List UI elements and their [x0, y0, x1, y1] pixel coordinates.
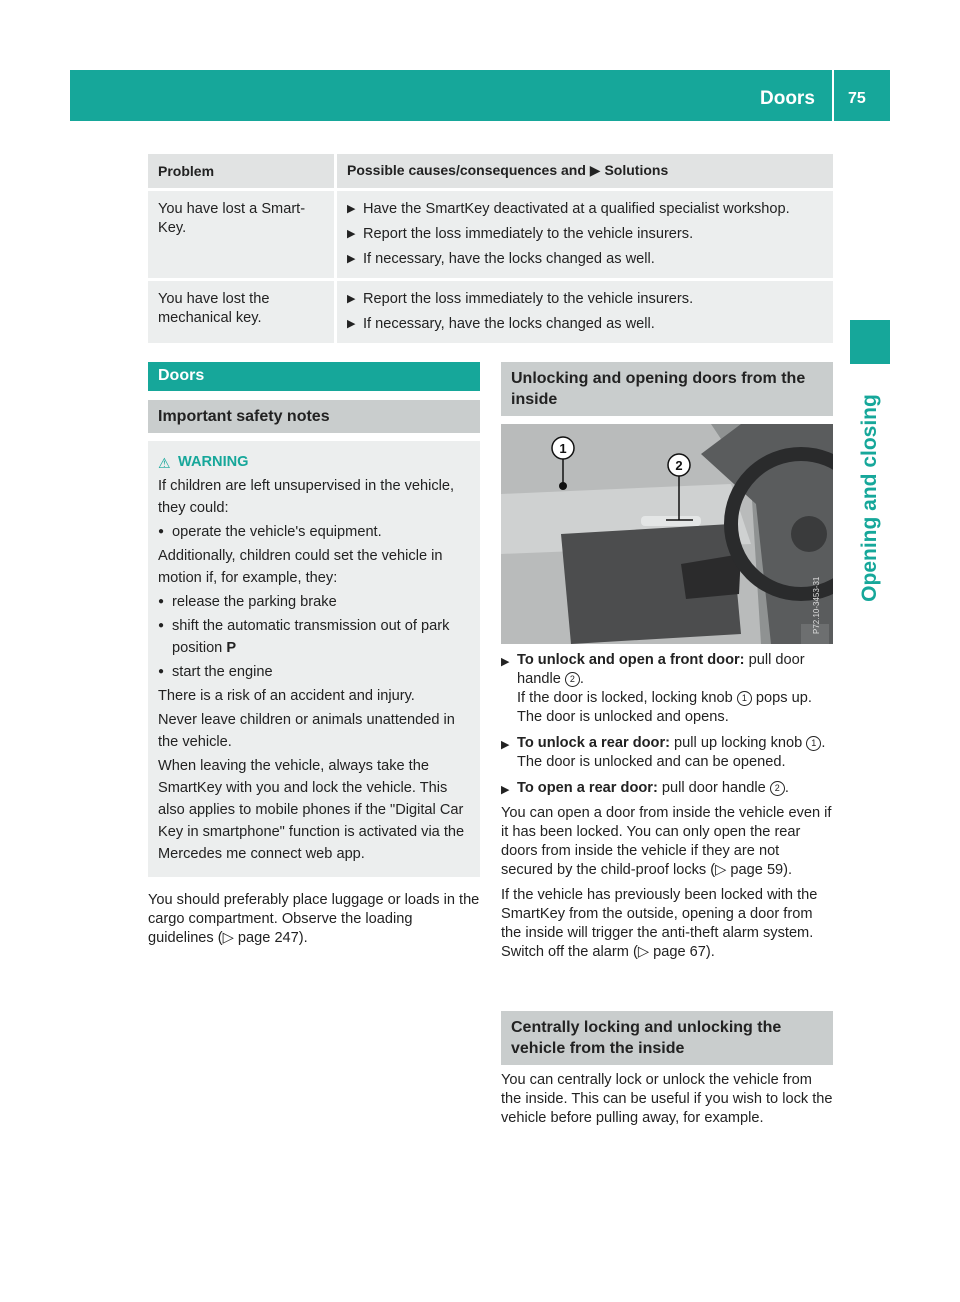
step-title: To unlock a rear door: [517, 735, 670, 751]
luggage-paragraph [148, 891, 480, 948]
right-column [501, 362, 833, 1128]
step-extra: The door is unlocked and opens. [517, 709, 729, 725]
instruction-step [501, 651, 833, 727]
solutions-header-text: Possible causes/consequences and [347, 162, 586, 178]
solution-item [347, 315, 823, 334]
warning-bullet [158, 521, 470, 543]
step-extra: The door is unlocked and can be opened. [517, 754, 786, 770]
bullet-text: start the engine [172, 664, 273, 680]
arrow-icon: ▶ [501, 784, 510, 796]
bullet-icon: ● [158, 620, 165, 631]
arrow-icon: ▶ [347, 318, 356, 330]
left-column [148, 362, 480, 948]
problem-cell: You have lost a Smart-Key. [148, 188, 337, 278]
table-row [148, 278, 833, 343]
warning-when: When leaving the vehicle, always take the SmartKey with you and lock the vehicle. This also applies to mobile phones if the "Digital Car Key in smartphone" function is activated via the Mercedes me connect web app. [158, 758, 465, 862]
solution-text: If necessary, have the locks changed as well. [363, 251, 655, 267]
step-text: pull up locking knob [670, 735, 803, 751]
bullet-text: release the parking brake [172, 594, 337, 610]
solutions-cell [337, 188, 833, 278]
page-reference[interactable]: page 59). [730, 862, 793, 878]
bullet-text: shift the automatic transmission out of park position [172, 618, 450, 656]
page-header-title: Doors [760, 88, 815, 109]
solutions-header-suffix: Solutions [604, 162, 669, 178]
callout-1-label: 1 [559, 441, 567, 456]
section-title-unlocking: Unlocking and opening doors from the inside [501, 362, 833, 416]
callout-2-label: 2 [675, 458, 683, 473]
section-title-doors: Doors [148, 362, 480, 391]
step-title: To unlock and open a front door: [517, 652, 745, 668]
step-title: To open a rear door: [517, 780, 658, 796]
arrow-icon: ▶ [347, 293, 356, 305]
callout-number: 1 [806, 736, 821, 751]
paragraph-text: If the vehicle has previously been locked with the SmartKey from the outside, opening a door from the inside will trigger the anti-theft alarm system. Switch off the alarm ( [501, 887, 818, 960]
page-reference[interactable]: page 67). [653, 944, 715, 960]
arrow-icon: ▶ [501, 739, 510, 751]
callout-number: 1 [737, 691, 752, 706]
solution-text: Report the loss immediately to the vehicle insurers. [363, 226, 694, 242]
instruction-step [501, 779, 833, 798]
luggage-text: You should preferably place luggage or loads in the cargo compartment. Observe the loading guidelines ( [148, 892, 480, 946]
step-text: pull door handle [657, 780, 766, 796]
page-ref-icon: ▷ [637, 944, 654, 960]
callout-number: 2 [565, 672, 580, 687]
warning-label: WARNING [178, 454, 249, 470]
park-position-label: P [226, 640, 237, 656]
alarm-paragraph [501, 886, 833, 962]
solution-item [347, 225, 823, 244]
warning-risk: There is a risk of an accident and injury. [158, 688, 415, 704]
bullet-icon: ● [158, 526, 165, 537]
warning-additional: Additionally, children could set the vehicle in motion if, for example, they: [158, 548, 443, 586]
solutions-column-header [337, 154, 833, 188]
solution-item [347, 290, 823, 309]
problem-column-header: Problem [148, 154, 337, 188]
step-after: . [821, 735, 826, 751]
table-row [148, 188, 833, 278]
warning-heading [158, 451, 470, 473]
solution-item [347, 200, 823, 219]
bullet-icon: ● [158, 666, 165, 677]
door-interior-photo [501, 424, 833, 644]
warning-triangle-icon: ⚠ [158, 455, 171, 471]
solutions-cell [337, 278, 833, 343]
warning-bullet [158, 591, 470, 613]
bullet-text: operate the vehicle's equipment. [172, 524, 382, 540]
bullet-icon: ● [158, 596, 165, 607]
arrow-icon: ▶ [589, 162, 601, 178]
step-after: . [784, 780, 789, 796]
arrow-icon: ▶ [501, 656, 510, 668]
step-extra: pops up. [751, 690, 812, 706]
solution-text: If necessary, have the locks changed as well. [363, 316, 655, 332]
child-lock-paragraph [501, 804, 833, 880]
step-text: pull door handle [517, 652, 805, 687]
arrow-icon: ▶ [347, 228, 356, 240]
table-header-row [148, 154, 833, 188]
section-title-central-locking: Centrally locking and unlocking the vehicle from the inside [501, 1011, 833, 1065]
problem-table [148, 154, 833, 343]
central-locking-paragraph: You can centrally lock or unlock the vehicle from the inside. This can be useful if you wish to lock the vehicle before pulling away, for example. [501, 1072, 833, 1126]
instruction-step [501, 734, 833, 772]
page-ref-icon: ▷ [222, 930, 238, 946]
callout-number: 2 [770, 781, 785, 796]
photo-code: P72.10-3453-31 [812, 576, 821, 634]
paragraph-text: You can open a door from inside the vehicle even if it has been locked. You can only open the rear doors from inside the vehicle if they are not secured by the child-proof locks ( [501, 805, 832, 878]
arrow-icon: ▶ [347, 203, 356, 215]
arrow-icon: ▶ [347, 253, 356, 265]
page-reference[interactable]: page 247). [237, 930, 308, 946]
solution-text: Have the SmartKey deactivated at a qualified specialist workshop. [363, 201, 790, 217]
chapter-tab [850, 320, 890, 364]
step-after: . [579, 671, 584, 687]
problem-cell: You have lost the mechanical key. [148, 278, 337, 343]
chapter-label: Opening and closing [858, 394, 881, 602]
step-extra: If the door is locked, locking knob [517, 690, 733, 706]
subsection-title-safety: Important safety notes [148, 400, 480, 433]
warning-never: Never leave children or animals unattended in the vehicle. [158, 712, 455, 750]
warning-bullet [158, 615, 470, 659]
header-divider [832, 70, 834, 121]
page-number: 75 [848, 90, 866, 107]
warning-intro: If children are left unsupervised in the vehicle, they could: [158, 478, 455, 516]
warning-box [148, 441, 480, 877]
warning-bullet [158, 661, 470, 683]
solution-text: Report the loss immediately to the vehicle insurers. [363, 291, 694, 307]
page-ref-icon: ▷ [715, 862, 731, 878]
solution-item [347, 250, 823, 269]
